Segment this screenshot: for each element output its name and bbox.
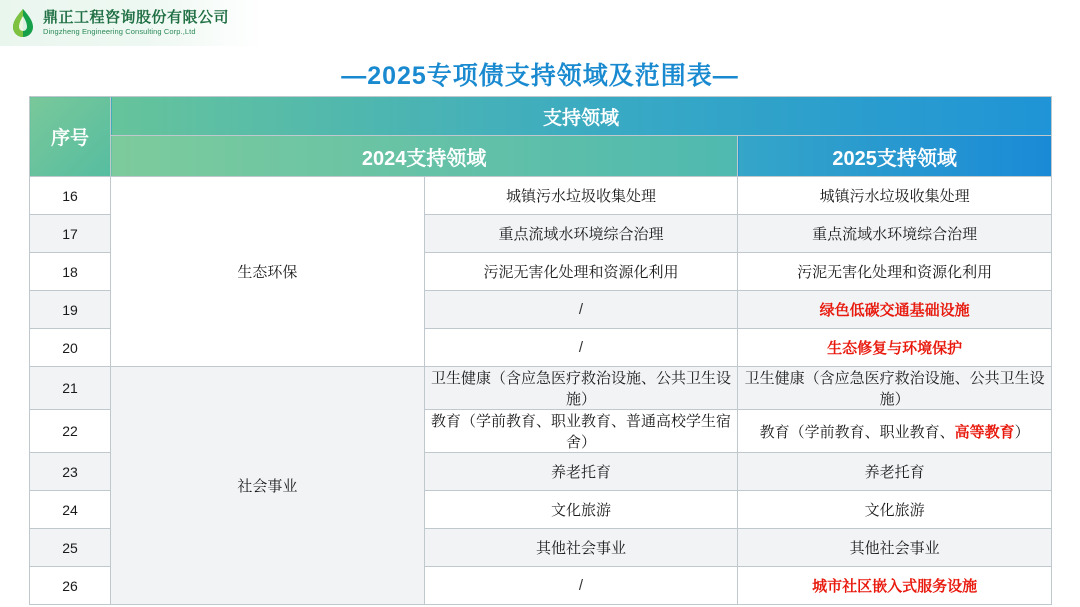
cell-2024: 重点流域水环境综合治理 xyxy=(424,215,738,253)
row-index-cell: 25 xyxy=(30,529,111,567)
cell-2025: 重点流域水环境综合治理 xyxy=(738,215,1052,253)
cell-2025: 污泥无害化处理和资源化利用 xyxy=(738,253,1052,291)
table-row xyxy=(30,177,1052,215)
row-index-cell: 23 xyxy=(30,453,111,491)
row-index-cell: 16 xyxy=(30,177,111,215)
empty-marker: / xyxy=(578,339,584,356)
category-cell: 社会事业 xyxy=(111,367,425,605)
empty-marker: / xyxy=(578,301,584,318)
cell-text-suffix: ） xyxy=(1014,423,1030,441)
row-index-cell: 21 xyxy=(30,367,111,410)
cell-text-highlight: 生态修复与环境保护 xyxy=(827,340,963,357)
cell-2025 xyxy=(738,291,1052,329)
page-title: —2025专项债支持领域及范围表— xyxy=(341,62,739,90)
cell-2025 xyxy=(738,329,1052,367)
table-header-row-sub xyxy=(30,136,1052,177)
company-name-en: Dingzheng Engineering Consulting Corp.,Ltd xyxy=(43,27,196,37)
row-index-cell: 18 xyxy=(30,253,111,291)
cell-2024: 文化旅游 xyxy=(424,491,738,529)
cell-2024: 城镇污水垃圾收集处理 xyxy=(424,177,738,215)
empty-marker: / xyxy=(578,577,584,594)
row-index-cell: 26 xyxy=(30,567,111,605)
row-index-cell: 17 xyxy=(30,215,111,253)
cell-2024 xyxy=(424,567,738,605)
cell-2025 xyxy=(738,567,1052,605)
cell-text-prefix: 教育（学前教育、职业教育、 xyxy=(759,423,955,441)
company-name-cn: 鼎正工程咨询股份有限公司 xyxy=(43,9,230,27)
cell-2024: 养老托育 xyxy=(424,453,738,491)
support-scope-table xyxy=(29,96,1052,605)
cell-2025: 其他社会事业 xyxy=(738,529,1052,567)
cell-2024: 污泥无害化处理和资源化利用 xyxy=(424,253,738,291)
cell-text-highlight: 城市社区嵌入式服务设施 xyxy=(812,578,978,595)
cell-2024: 其他社会事业 xyxy=(424,529,738,567)
cell-2025 xyxy=(738,410,1052,453)
leaf-drop-logo-icon xyxy=(10,8,36,38)
cell-2024: 教育（学前教育、职业教育、普通高校学生宿舍） xyxy=(424,410,738,453)
header-cell-no: 序号 xyxy=(30,97,111,177)
cell-2025: 城镇污水垃圾收集处理 xyxy=(738,177,1052,215)
table-header-row-top xyxy=(30,97,1052,136)
cell-2024 xyxy=(424,291,738,329)
cell-text-highlight: 绿色低碳交通基础设施 xyxy=(819,302,970,319)
company-logo-bar xyxy=(0,0,264,46)
header-cell-2024: 2024支持领域 xyxy=(111,136,738,177)
cell-text-highlight: 高等教育 xyxy=(954,423,1015,441)
header-cell-group: 支持领域 xyxy=(111,97,1052,136)
cell-2025: 养老托育 xyxy=(738,453,1052,491)
table-row xyxy=(30,367,1052,410)
row-index-cell: 24 xyxy=(30,491,111,529)
category-cell: 生态环保 xyxy=(111,177,425,367)
row-index-cell: 22 xyxy=(30,410,111,453)
header-cell-2025: 2025支持领域 xyxy=(738,136,1052,177)
cell-2025: 卫生健康（含应急医疗救治设施、公共卫生设施） xyxy=(738,367,1052,410)
row-index-cell: 20 xyxy=(30,329,111,367)
logo-text-block xyxy=(43,9,229,37)
cell-2024 xyxy=(424,329,738,367)
cell-2025: 文化旅游 xyxy=(738,491,1052,529)
cell-2024: 卫生健康（含应急医疗救治设施、公共卫生设施） xyxy=(424,367,738,410)
support-scope-table-wrap xyxy=(29,96,1052,605)
row-index-cell: 19 xyxy=(30,291,111,329)
